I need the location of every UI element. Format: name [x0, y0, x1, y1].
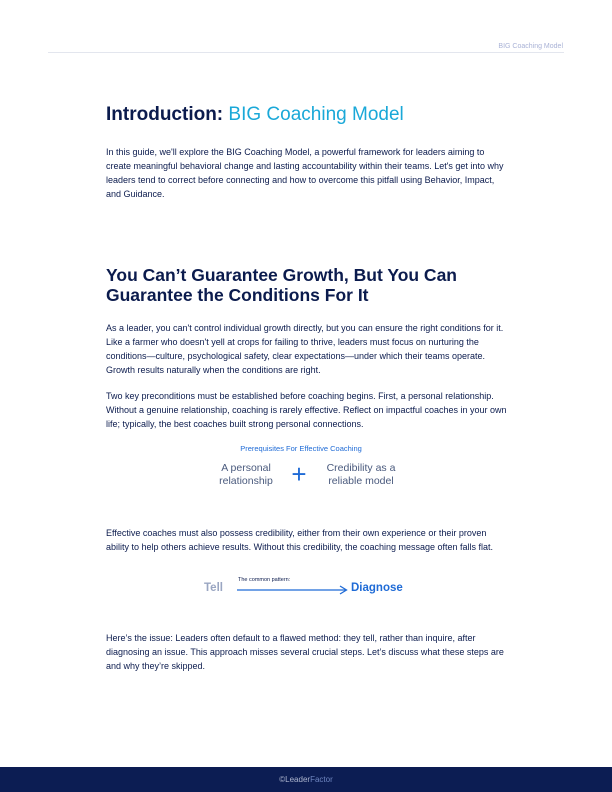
- prerequisite-credibility-line2: reliable model: [328, 475, 394, 487]
- prerequisites-title: Prerequisites For Effective Coaching: [240, 444, 362, 453]
- arrow-right-icon: [237, 585, 349, 595]
- prerequisite-relationship-line2: relationship: [219, 475, 273, 487]
- running-header: BIG Coaching Model: [498, 43, 563, 50]
- pattern-diagnose: Diagnose: [351, 582, 403, 594]
- pattern-tell: Tell: [204, 582, 223, 594]
- section-paragraph-4: Here’s the issue: Leaders often default to a flawed method: they tell, rather than inquire, after diagnosing an issue. This approach misses several crucial steps. Let’s discuss what these steps are and why they’re skipped.: [106, 633, 504, 671]
- intro-title-bold: Introduction:: [106, 104, 224, 125]
- intro-paragraph: In this guide, we'll explore the BIG Coaching Model, a powerful framework for leaders aiming to create meaningful behavioral change and lasting accountability within their teams. Let's get into why leaders tend to correct before connecting and how to overcome this pitfall using Behavior, Impact, and Guidance.: [106, 147, 504, 199]
- section-title: You Can’t Guarantee Growth, But You Can Guarantee the Conditions For It: [106, 265, 457, 305]
- prerequisites-diagram: [106, 444, 511, 520]
- prerequisite-credibility: [311, 462, 411, 488]
- section-paragraph-1: As a leader, you can't control individual growth directly, but you can ensure the right conditions for it. Like a farmer who doesn't yell at crops for failing to thrive, leaders must focus on nurturing the conditions—culture, psychological safety, clear expectations—under which their teams operate. Growth results naturally when the conditions are right.: [106, 323, 504, 375]
- pattern-label: The common pattern:: [238, 577, 291, 583]
- page-content: [106, 104, 511, 673]
- prerequisite-relationship: [196, 462, 296, 488]
- section-paragraph-2: Two key preconditions must be established before coaching begins. First, a personal relationship. Without a genuine relationship, coaching is rarely effective. Reflect on impactful coaches in your own life; typically, the best coaches built strong personal connections.: [106, 391, 507, 429]
- footer-brand: [279, 775, 333, 784]
- intro-title: [106, 104, 511, 126]
- prerequisite-relationship-line1: A personal: [221, 462, 271, 474]
- header-divider: [48, 52, 564, 53]
- prerequisite-credibility-line1: Credibility as a: [326, 462, 396, 474]
- footer-bar: [0, 767, 612, 792]
- section-paragraph-3: Effective coaches must also possess credibility, either from their own experience or their proven ability to help others achieve results. Without this credibility, the coaching message often falls flat.: [106, 528, 494, 552]
- plus-icon: +: [291, 459, 307, 489]
- brand-name-bold: Leader: [285, 775, 311, 784]
- copyright-symbol: ©: [279, 775, 286, 784]
- pattern-diagram: [106, 566, 511, 624]
- brand-name-light: Factor: [310, 775, 333, 784]
- intro-title-accent: BIG Coaching Model: [228, 104, 404, 125]
